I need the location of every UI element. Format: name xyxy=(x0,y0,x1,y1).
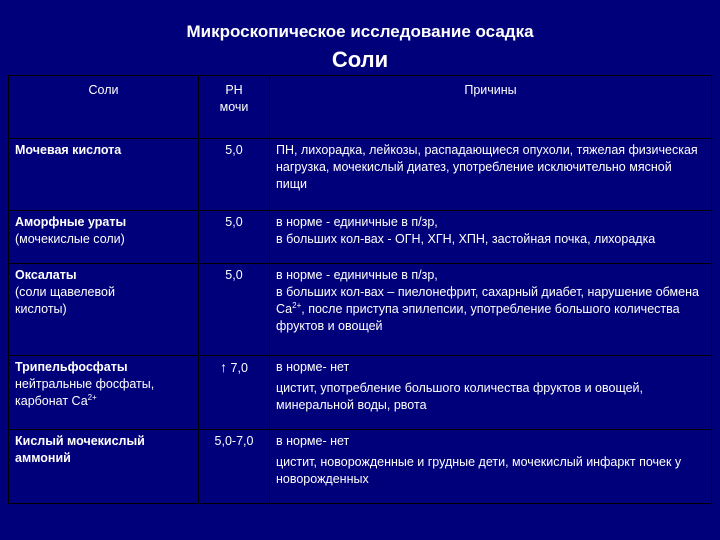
reason-line: в больших кол-вах – пиелонефрит, сахарный диабет, нарушение обмена Са xyxy=(276,285,699,316)
superscript: 2+ xyxy=(87,392,97,402)
salt-name-main: Трипельфосфаты xyxy=(15,360,128,374)
header-ph-label: PH xyxy=(225,83,243,97)
reasons-text xyxy=(270,356,712,430)
reasons-text xyxy=(270,264,712,356)
reason-line: в больших кол-вах - ОГН, ХГН, ХПН, застойная почка, лихорадка xyxy=(276,232,656,246)
reason-line: в норме- нет xyxy=(276,360,350,374)
reasons-text xyxy=(270,430,712,504)
salt-name-main: Оксалаты xyxy=(15,268,77,282)
superscript: 2+ xyxy=(292,300,302,310)
ph-number: 7,0 xyxy=(230,361,248,375)
salt-name xyxy=(9,211,199,264)
table-row xyxy=(9,264,712,356)
salt-name: Мочевая кислота xyxy=(9,139,199,211)
reason-line: в норме - единичные в п/зр, xyxy=(276,268,438,282)
reason-line: в норме - единичные в п/зр, xyxy=(276,215,438,229)
header-salts: Соли xyxy=(9,76,199,139)
reasons-text xyxy=(270,211,712,264)
ph-value xyxy=(199,356,270,430)
slide-title: Микроскопическое исследование осадка xyxy=(186,22,534,41)
salt-name-note: (соли щавелевой xyxy=(15,285,115,299)
reason-line: цистит, употребление большого количества фруктов и овощей, минеральной воды, рвота xyxy=(276,381,643,412)
salt-name-note: (мочекислые соли) xyxy=(15,232,125,246)
salts-table xyxy=(8,75,712,504)
reason-line: , после приступа эпилепсии, употребление большого количества фруктов и овощей xyxy=(276,302,680,333)
table-row xyxy=(9,211,712,264)
salt-name-main: Аморфные ураты xyxy=(15,215,127,229)
salt-name xyxy=(9,356,199,430)
reason-line: цистит, новорожденные и грудные дети, мочекислый инфаркт почек у новорожденных xyxy=(276,455,682,486)
reason-line: в норме- нет xyxy=(276,434,350,448)
header-ph xyxy=(199,76,270,139)
salt-name: Кислый мочекислый аммоний xyxy=(9,430,199,504)
table-header-row xyxy=(9,76,712,139)
arrow-up-icon: ↑ xyxy=(220,359,228,375)
salt-name-note: нейтральные фосфаты, xyxy=(15,377,155,391)
salt-name-note: карбонат Са xyxy=(15,394,88,408)
salt-name-note: кислоты) xyxy=(15,302,67,316)
ph-value: 5,0 xyxy=(199,139,270,211)
slide-subtitle: Соли xyxy=(331,47,389,72)
table-row xyxy=(9,139,712,211)
table-row xyxy=(9,356,712,430)
ph-value: 5,0-7,0 xyxy=(199,430,270,504)
ph-value: 5,0 xyxy=(199,211,270,264)
header-ph-sub: мочи xyxy=(219,100,249,114)
table-row xyxy=(9,430,712,504)
header-reasons: Причины xyxy=(270,76,712,139)
ph-value: 5,0 xyxy=(199,264,270,356)
salt-name xyxy=(9,264,199,356)
reasons-text: ПН, лихорадка, лейкозы, распадающиеся опухоли, тяжелая физическая нагрузка, мочекислый диатез, употребление исключительно мясной пищи xyxy=(270,139,712,211)
